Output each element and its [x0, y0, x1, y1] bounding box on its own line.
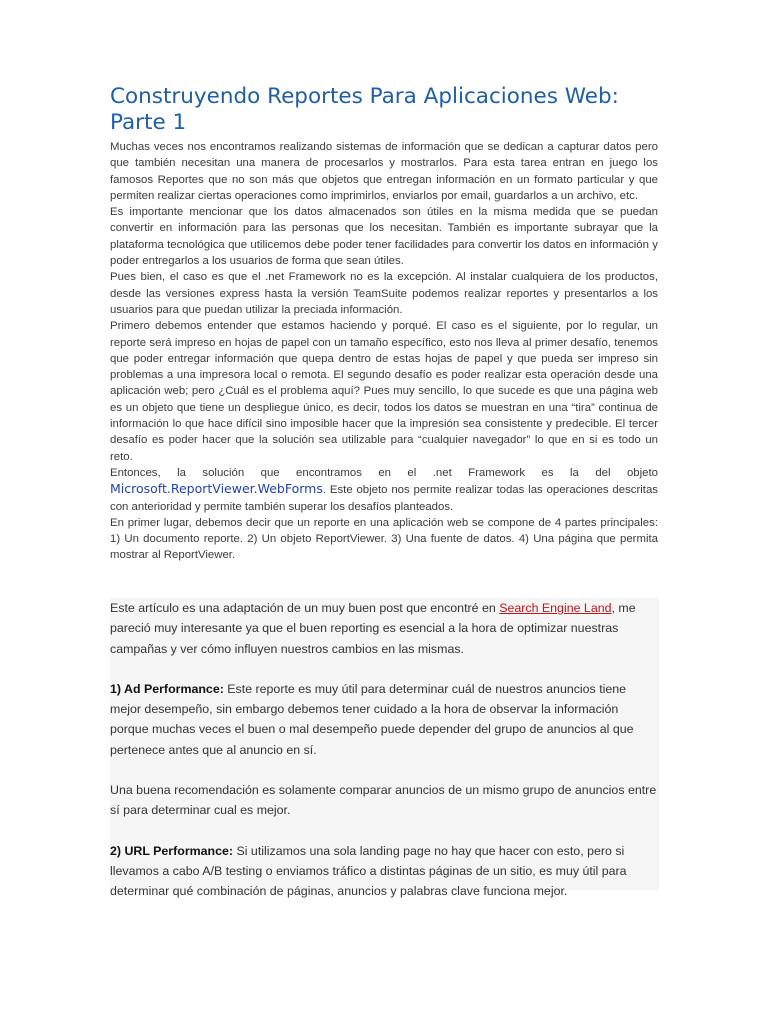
solution-text: Entonces, la solución que encontramos en el .net Framework es la del objeto	[110, 466, 658, 479]
paragraph-intro: Muchas veces nos encontramos realizando sistemas de información que se dedican a capturar datos pero que también necesitan una manera de procesarlos y mostrarlos. Para esta tarea entran en juego los famosos Reportes que no son más que objetos que entregan información en un formato particular y que permiten realizar ciertas operaciones como imprimirlos, enviarlos por email, guardarlos a un archivo, etc.	[110, 141, 658, 202]
post-intro	[110, 598, 659, 659]
paragraph-importance: Es importante mencionar que los datos almacenados son útiles en la misma medida que se puedan convertir en información para las personas que los necesitan. También es importante subrayar que la plataforma tecnológica que utilicemos debe poder tener facilidades para convertir los datos en información y poder entregarlos a los usuarios de forma que sean útiles.	[110, 206, 658, 268]
ad-performance-text: Este reporte es muy útil para determinar cuál de nuestros anuncios tiene mejor desempeño, sin embargo debemos tener cuidado a la hora de observar la información porque muchas veces el buen o mal desempeño puede depender del grupo de anuncios al que pertenece antes que al anuncio en sí.	[110, 681, 634, 757]
article-body	[110, 139, 658, 564]
paragraph-parts: En primer lugar, debemos decir que un reporte en una aplicación web se compone de 4 partes principales: 1) Un documento reporte. 2) Un objeto ReportViewer. 3) Una fuente de datos. 4) Una página que permita mostrar al ReportViewer.	[110, 516, 658, 562]
ad-performance-item	[110, 679, 659, 760]
article-title: Construyendo Reportes Para Aplicaciones Web: Parte 1	[110, 84, 619, 135]
url-performance-item	[110, 841, 659, 902]
ad-performance-label: 1) Ad Performance:	[110, 681, 224, 696]
url-performance-label: 2) URL Performance:	[110, 843, 234, 858]
solution-text-end: . Este objeto nos permite realizar todas las operaciones descritas con anterioridad y permite también superar los desafíos planteados.	[110, 484, 658, 513]
reportviewer-class-name: Microsoft.ReportViewer.WebForms	[110, 481, 323, 497]
search-engine-land-link[interactable]: Search Engine Land	[499, 601, 612, 615]
url-performance-text: Si utilizamos una sola landing page no hay que hacer con esto, pero si llevamos a cabo A/B testing o enviamos tráfico a distintas páginas de un sitio, es muy útil para determinar qué combinación de páginas, anuncios y palabras clave funciona mejor.	[110, 843, 627, 899]
recommendation-paragraph: Una buena recomendación es solamente comparar anuncios de un mismo grupo de anuncios entre sí para determinar cual es mejor.	[110, 783, 657, 818]
post-intro-text: Este artículo es una adaptación de un muy buen post que encontré en	[110, 601, 500, 615]
post-intro-text-end: , me pareció muy interesante ya que el buen reporting es esencial a la hora de optimizar nuestras campañas y ver cómo influyen nuestros cambios en las mismas.	[110, 601, 636, 656]
paragraph-net-framework: Pues bien, el caso es que el .net Framework no es la excepción. Al instalar cualquiera de los productos, desde las versiones express hasta la versión TeamSuite podemos realizar reportes y presentarlos a los usuarios para que puedan utilizar la preciada información.	[110, 271, 658, 316]
quoted-post-box	[110, 598, 659, 899]
paragraph-challenges: Primero debemos entender que estamos haciendo y porqué. El caso es el siguiente, por lo regular, un reporte será impreso en hojas de papel con un tamaño específico, esto nos lleva al primer desafío, tenemos que poder entregar información que quepa dentro de estas hojas de papel y que pueda ser impreso sin problemas a una impresora local o remota. El segundo desafío es poder realizar esta operación desde una aplicación web; pero ¿Cuál es el problema aquí? Pues muy sencillo, lo que sucede es que una página web es un objeto que tiene un despliegue único, es decir, todos los datos se muestran en una “tira” continua de información lo que hace difícil sino imposible hacer que la impresión sea consistente y predecible. El tercer desafío es poder hacer que la solución sea utilizable para “cualquier navegador” lo que en si es todo un reto.	[110, 320, 658, 463]
paragraph-solution	[110, 465, 658, 515]
